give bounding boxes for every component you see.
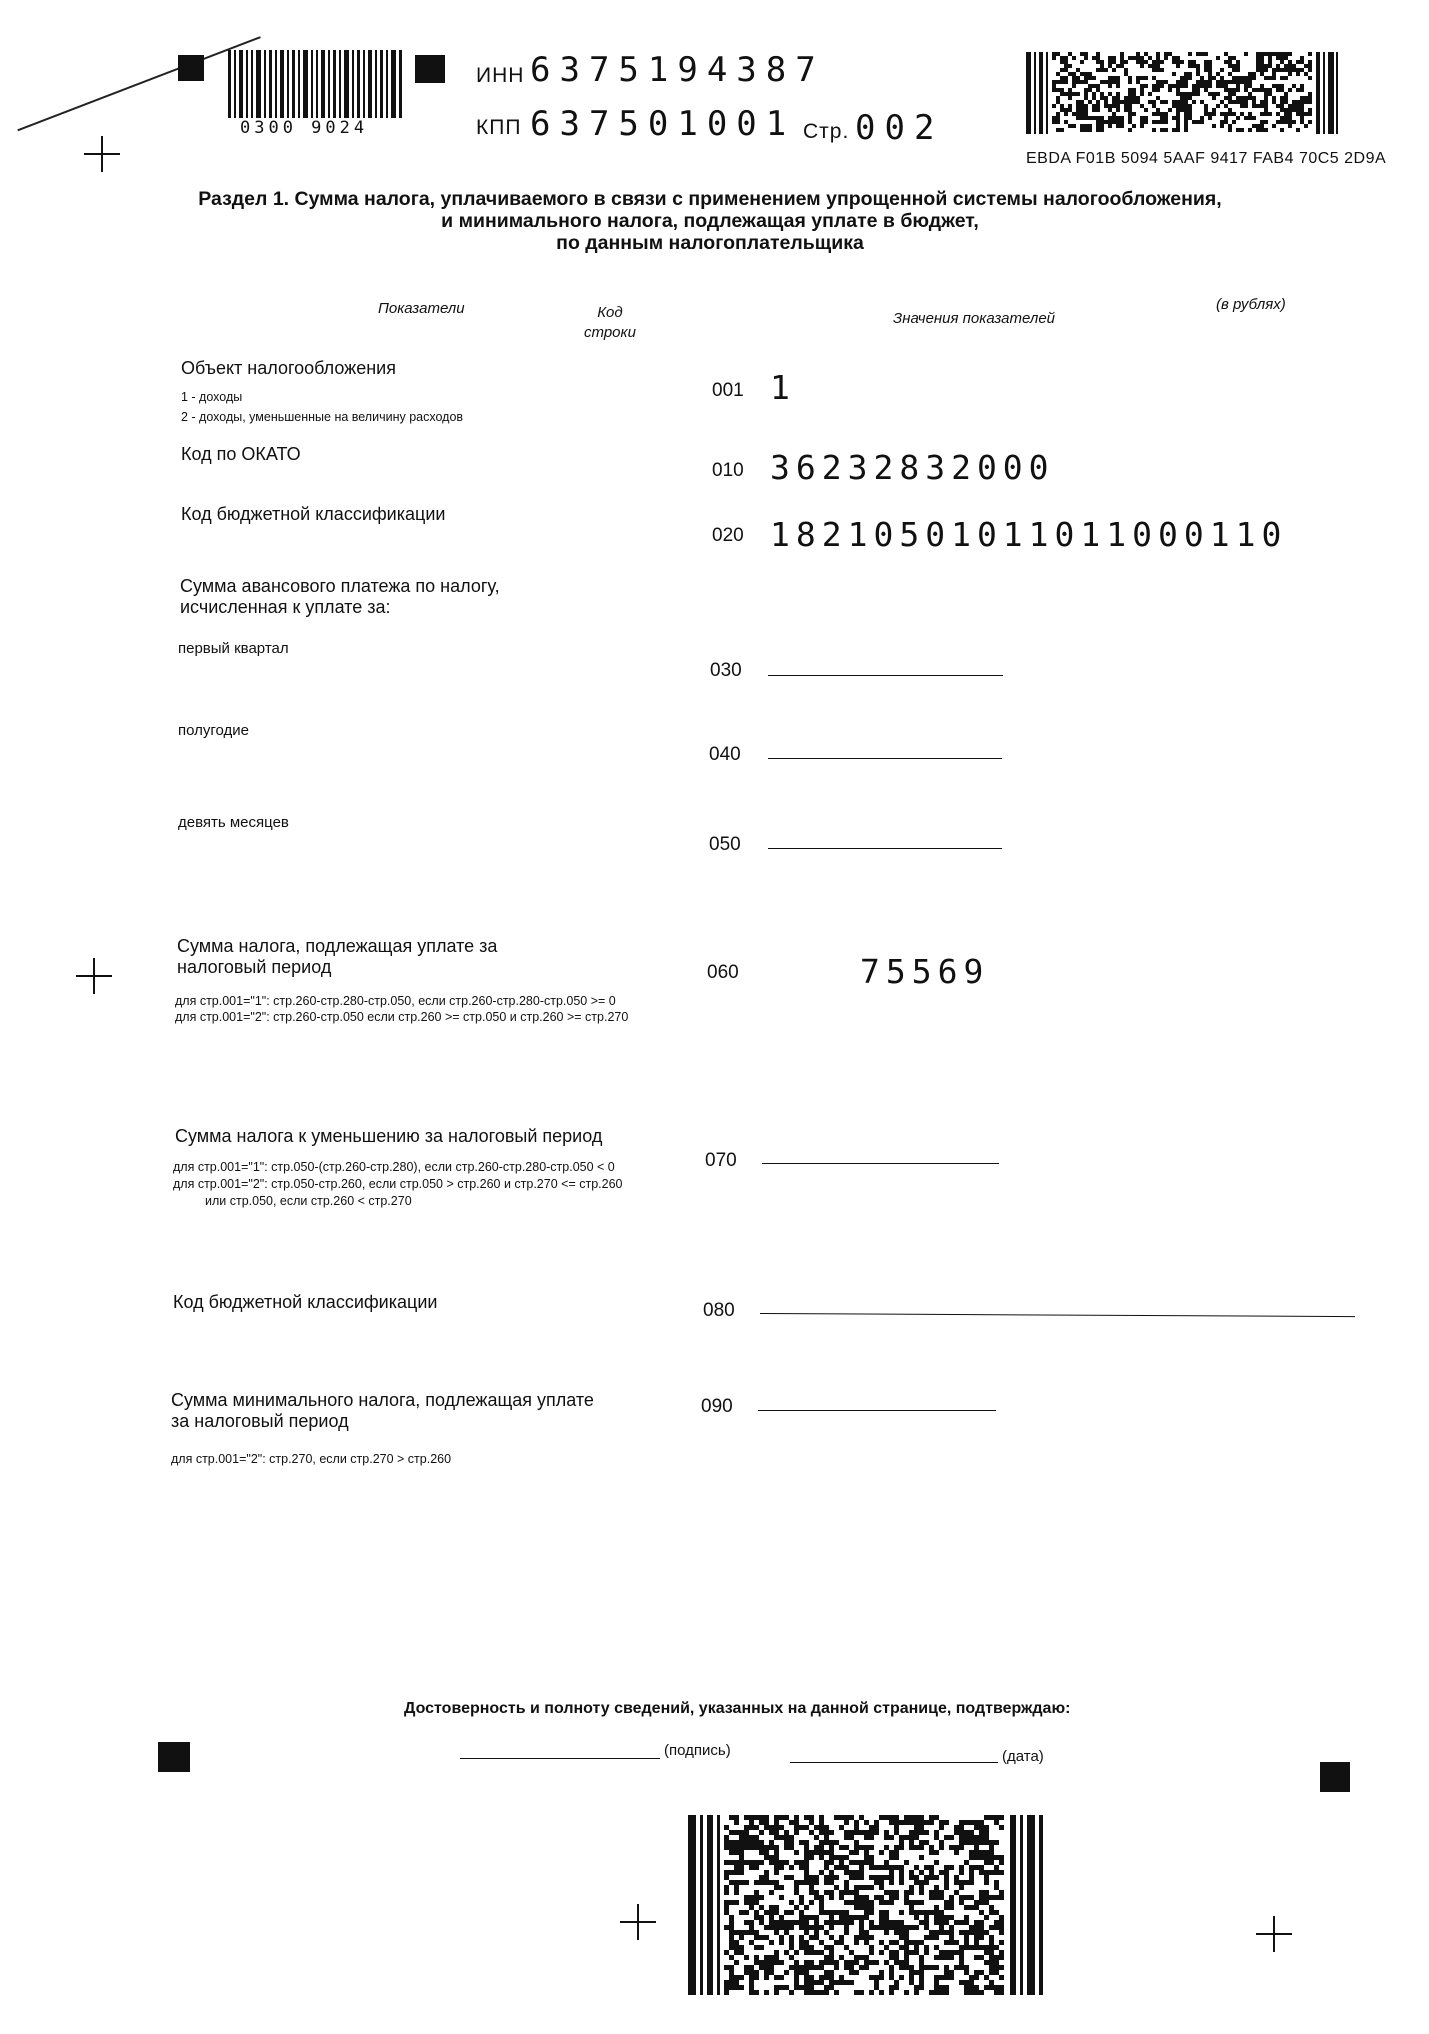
row-050-label: девять месяцев [178, 814, 289, 831]
row-090-label [171, 1390, 594, 1432]
row-060-label [177, 936, 497, 978]
row-070-label: Сумма налога к уменьшению за налоговый период [175, 1126, 603, 1146]
row-060-label-line-1: Сумма налога, подлежащая уплате за [177, 936, 498, 956]
row-090-code: 090 [701, 1396, 733, 1417]
row-050-code: 050 [709, 834, 741, 855]
section-title-line-2: и минимального налога, подлежащая уплате в бюджет, [441, 210, 979, 232]
linear-barcode [228, 50, 403, 118]
pdf417-barcode-bottom [688, 1815, 1048, 1995]
folded-corner [0, 0, 261, 131]
row-010-label: Код по ОКАТО [181, 444, 301, 464]
row-080-value-line[interactable] [760, 1313, 1355, 1317]
section-title-line-1: Раздел 1. Сумма налога, уплачиваемого в связи с применением упрощенной системы налогообложения, [198, 188, 1222, 210]
signature-caption: (подпись) [664, 1742, 731, 1759]
signature-line[interactable] [460, 1758, 660, 1759]
row-090-label-line-1: Сумма минимального налога, подлежащая уплате [171, 1390, 594, 1410]
row-020-value: 18210501011011000110 [770, 515, 1288, 554]
column-header-code-line-1: Код [597, 304, 623, 321]
row-010-code: 010 [712, 460, 744, 481]
corner-marker-bottom-right [1320, 1762, 1350, 1792]
row-001-note-2: 2 - доходы, уменьшенные на величину расходов [181, 410, 464, 424]
corner-marker-top-left [178, 55, 204, 81]
column-header-indicators: Показатели [378, 300, 465, 317]
row-001-note-1: 1 - доходы [181, 390, 243, 404]
row-080-code: 080 [703, 1300, 735, 1321]
column-header-units: (в рублях) [1216, 296, 1286, 313]
advance-payment-heading-line-1: Сумма авансового платежа по налогу, [180, 576, 500, 596]
row-001-label: Объект налогообложения [181, 358, 396, 378]
row-070-note-1: для стр.001="1": стр.050-(стр.260-стр.280), если стр.260-стр.280-стр.050 < 0 [173, 1160, 615, 1174]
corner-marker-top-mid [415, 55, 445, 83]
advance-payment-heading-line-2: исчисленная к уплате за: [180, 597, 391, 617]
row-020-label: Код бюджетной классификации [181, 504, 446, 524]
row-060-note-1: для стр.001="1": стр.260-стр.280-стр.050, если стр.260-стр.280-стр.050 >= 0 [175, 994, 616, 1008]
kpp-label: КПП [476, 116, 522, 139]
row-070-code: 070 [705, 1150, 737, 1171]
confirmation-text: Достоверность и полноту сведений, указанных на данной странице, подтверждаю: [404, 1700, 1071, 1717]
kpp-value: 637501001 [530, 104, 796, 144]
row-090-note-1: для стр.001="2": стр.270, если стр.270 > стр.260 [171, 1452, 452, 1466]
row-030-code: 030 [710, 660, 742, 681]
row-010-value: 36232832000 [770, 448, 1055, 487]
row-090-label-line-2: за налоговый период [171, 1411, 349, 1431]
row-020-code: 020 [712, 525, 744, 546]
row-060-code: 060 [707, 962, 739, 983]
row-060-value: 75569 [860, 952, 990, 991]
inn-label: ИНН [476, 64, 525, 87]
row-070-note-3: или стр.050, если стр.260 < стр.270 [205, 1194, 412, 1208]
section-title-line-3: по данным налогоплательщика [556, 232, 864, 254]
date-line[interactable] [790, 1762, 998, 1763]
row-050-value-line[interactable] [768, 848, 1002, 849]
page-label: Стр. [803, 120, 850, 143]
row-090-value-line[interactable] [758, 1410, 996, 1411]
row-080-label: Код бюджетной классификации [173, 1292, 438, 1312]
row-040-code: 040 [709, 744, 741, 765]
row-001-code: 001 [712, 380, 744, 401]
crosshair-mark [1256, 1916, 1292, 1952]
row-040-value-line[interactable] [768, 758, 1002, 759]
page-value: 002 [855, 108, 944, 148]
crosshair-mark [76, 958, 112, 994]
row-060-label-line-2: налоговый период [177, 957, 332, 977]
column-header-code-line-2: строки [584, 324, 636, 341]
row-040-label: полугодие [178, 722, 250, 739]
crosshair-mark [620, 1904, 656, 1940]
crosshair-mark [84, 136, 120, 172]
row-070-note-2: для стр.001="2": стр.050-стр.260, если стр.050 > стр.260 и стр.270 <= стр.260 [173, 1177, 623, 1191]
row-030-label: первый квартал [178, 640, 289, 657]
inn-value: 6375194387 [530, 50, 825, 90]
column-header-values: Значения показателей [893, 310, 1056, 327]
section-title [120, 188, 1300, 254]
row-070-value-line[interactable] [762, 1163, 999, 1164]
row-030-value-line[interactable] [768, 675, 1003, 676]
row-060-note-2: для стр.001="2": стр.260-стр.050 если стр.260 >= стр.050 и стр.260 >= стр.270 [175, 1010, 629, 1024]
advance-payment-heading [180, 576, 500, 618]
corner-marker-bottom-left [158, 1742, 190, 1772]
hash-code: EBDA F01B 5094 5AAF 9417 FAB4 70C5 2D9A [1026, 150, 1387, 167]
barcode-number: 0300 9024 [240, 118, 369, 138]
pdf417-barcode-top [1026, 52, 1338, 134]
column-header-code [584, 303, 636, 343]
row-001-value: 1 [770, 368, 796, 407]
date-caption: (дата) [1002, 1748, 1044, 1765]
